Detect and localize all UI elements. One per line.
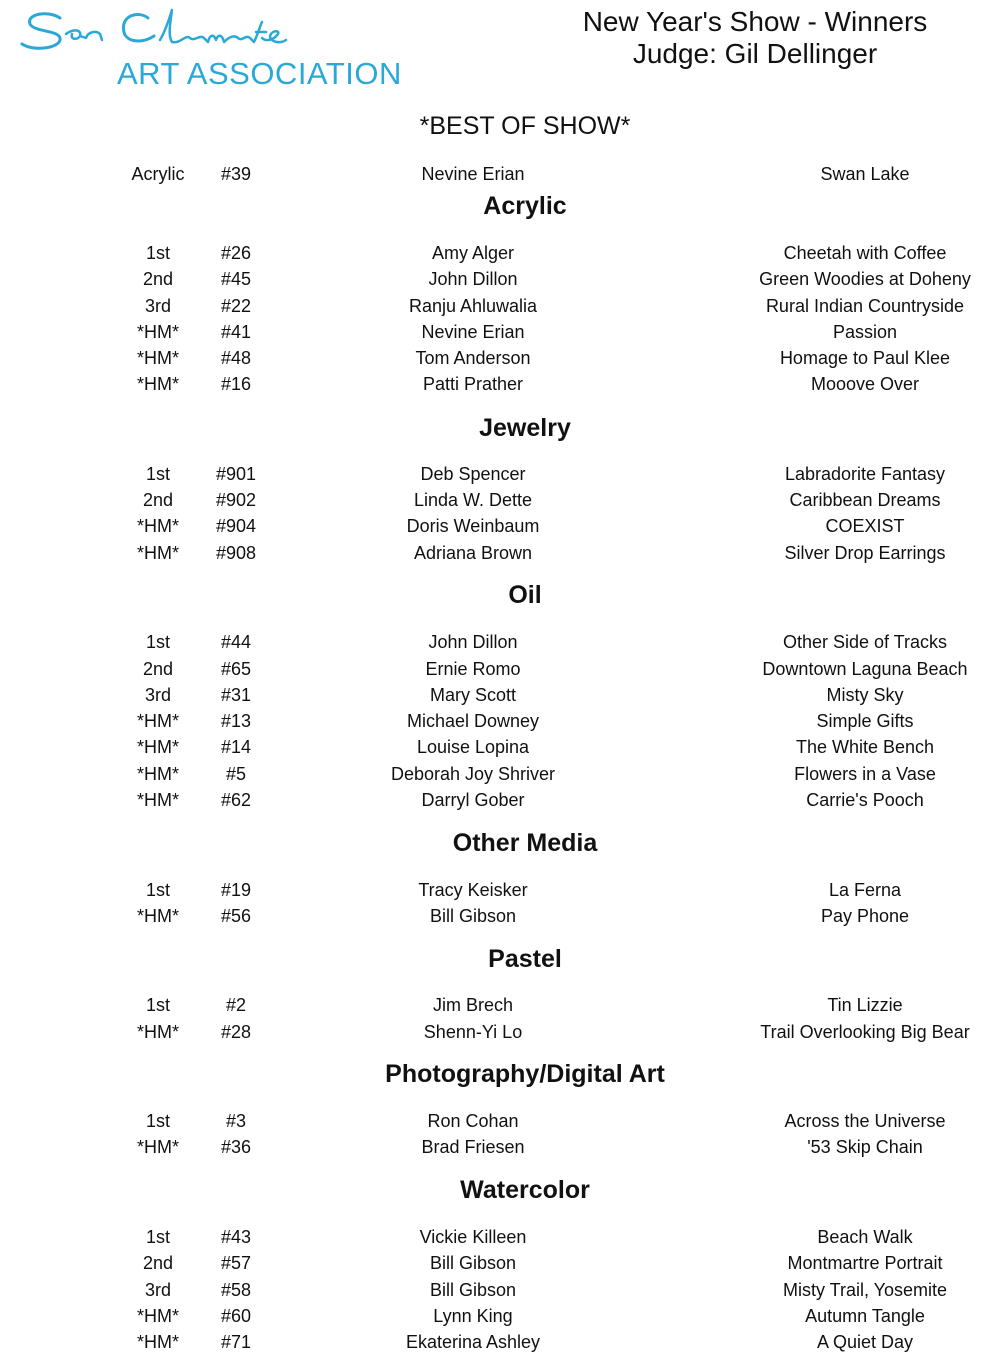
artist-cell: Linda W. Dette [413, 490, 533, 510]
artwork-title-cell: Misty Trail, Yosemite [782, 1280, 948, 1300]
best-of-show-heading: *BEST OF SHOW* [419, 112, 631, 140]
entry-number-cell: #36 [220, 1137, 252, 1157]
table-row [0, 513, 1000, 539]
place-cell: 1st [145, 464, 170, 484]
table-row [0, 1329, 1000, 1355]
table-row [0, 293, 1000, 319]
entry-number-cell: #19 [220, 880, 252, 900]
place-cell: Acrylic [131, 164, 185, 184]
artwork-title-cell: Silver Drop Earrings [784, 543, 946, 563]
entry-number-cell: #71 [220, 1332, 252, 1352]
artwork-title-cell: Trail Overlooking Big Bear [760, 1022, 970, 1042]
artist-cell: Tracy Keisker [418, 880, 528, 900]
entry-number-cell: #2 [225, 995, 247, 1015]
table-row [0, 682, 1000, 708]
artist-cell: Nevine Erian [421, 164, 525, 184]
artist-cell: Brad Friesen [421, 1137, 525, 1157]
entry-number-cell: #56 [220, 906, 252, 926]
entry-number-cell: #13 [220, 711, 252, 731]
entry-number-cell: #28 [220, 1022, 252, 1042]
entry-number-cell: #57 [220, 1253, 252, 1273]
entry-number-cell: #48 [220, 348, 252, 368]
artwork-title-cell: Across the Universe [784, 1111, 946, 1131]
artwork-title-cell: Passion [832, 322, 898, 342]
artist-cell: Patti Prather [422, 374, 524, 394]
judge-line: Judge: Gil Dellinger [632, 38, 878, 69]
place-cell: 3rd [144, 685, 171, 705]
artist-cell: Tom Anderson [415, 348, 531, 368]
place-cell: *HM* [136, 1306, 179, 1326]
place-cell: 1st [145, 995, 170, 1015]
best-of-show-row [0, 161, 1000, 187]
artist-cell: Mary Scott [429, 685, 517, 705]
entry-number-cell: #5 [225, 764, 247, 784]
artist-cell: Nevine Erian [421, 322, 525, 342]
artist-cell: John Dillon [428, 632, 518, 652]
artist-cell: Jim Brech [432, 995, 513, 1015]
section-heading-oil: Oil [508, 581, 542, 609]
section-heading-other-media: Other Media [452, 829, 598, 857]
table-row [0, 345, 1000, 371]
table-row [0, 319, 1000, 345]
artist-cell: Doris Weinbaum [406, 516, 540, 536]
place-cell: *HM* [136, 764, 179, 784]
entry-number-cell: #39 [220, 164, 252, 184]
page-title: New Year's Show - Winners [582, 6, 928, 37]
table-row [0, 461, 1000, 487]
place-cell: 2nd [142, 659, 174, 679]
artwork-title-cell: Green Woodies at Doheny [759, 269, 971, 289]
table-row [0, 266, 1000, 292]
artwork-title-cell: La Ferna [828, 880, 902, 900]
artwork-title-cell: Caribbean Dreams [789, 490, 941, 510]
place-cell: 3rd [144, 1280, 171, 1300]
artist-cell: Bill Gibson [429, 1280, 517, 1300]
entry-number-cell: #65 [220, 659, 252, 679]
artwork-title-cell: Labradorite Fantasy [784, 464, 946, 484]
place-cell: *HM* [136, 1022, 179, 1042]
artwork-title-cell: Montmartre Portrait [787, 1253, 943, 1273]
table-row [0, 1250, 1000, 1276]
artist-cell: Ekaterina Ashley [405, 1332, 541, 1352]
table-row [0, 1019, 1000, 1045]
table-row [0, 877, 1000, 903]
artwork-title-cell: The White Bench [795, 737, 935, 757]
entry-number-cell: #41 [220, 322, 252, 342]
artwork-title-cell: Carrie's Pooch [806, 790, 924, 810]
table-row [0, 708, 1000, 734]
place-cell: *HM* [136, 711, 179, 731]
table-row [0, 992, 1000, 1018]
entry-number-cell: #908 [215, 543, 257, 563]
entry-number-cell: #62 [220, 790, 252, 810]
place-cell: 2nd [142, 1253, 174, 1273]
artwork-title-cell: Autumn Tangle [805, 1306, 925, 1326]
artwork-title-cell: Swan Lake [820, 164, 910, 184]
artwork-title-cell: Beach Walk [817, 1227, 913, 1247]
place-cell: *HM* [136, 906, 179, 926]
table-row [0, 371, 1000, 397]
artist-cell: Deb Spencer [420, 464, 526, 484]
table-row [0, 487, 1000, 513]
artist-cell: Louise Lopina [416, 737, 530, 757]
artist-cell: Amy Alger [431, 243, 515, 263]
table-row [0, 540, 1000, 566]
entry-number-cell: #26 [220, 243, 252, 263]
artist-cell: John Dillon [428, 269, 518, 289]
section-heading-watercolor: Watercolor [460, 1176, 590, 1204]
place-cell: 1st [145, 243, 170, 263]
table-row [0, 761, 1000, 787]
table-row [0, 629, 1000, 655]
artwork-title-cell: Homage to Paul Klee [779, 348, 951, 368]
entry-number-cell: #31 [220, 685, 252, 705]
artwork-title-cell: Pay Phone [820, 906, 910, 926]
section-heading-acrylic: Acrylic [483, 192, 567, 220]
table-row [0, 240, 1000, 266]
table-row [0, 1224, 1000, 1250]
artwork-title-cell: Mooove Over [810, 374, 920, 394]
table-row [0, 1108, 1000, 1134]
table-row [0, 656, 1000, 682]
artwork-title-cell: Downtown Laguna Beach [762, 659, 968, 679]
place-cell: *HM* [136, 516, 179, 536]
table-row [0, 1303, 1000, 1329]
entry-number-cell: #43 [220, 1227, 252, 1247]
place-cell: 3rd [144, 296, 171, 316]
artist-cell: Ron Cohan [427, 1111, 519, 1131]
artist-cell: Bill Gibson [429, 906, 517, 926]
artist-cell: Bill Gibson [429, 1253, 517, 1273]
entry-number-cell: #44 [220, 632, 252, 652]
place-cell: *HM* [136, 737, 179, 757]
place-cell: 1st [145, 632, 170, 652]
place-cell: *HM* [136, 790, 179, 810]
place-cell: *HM* [136, 374, 179, 394]
artist-cell: Deborah Joy Shriver [390, 764, 556, 784]
artist-cell: Michael Downey [406, 711, 540, 731]
place-cell: 1st [145, 880, 170, 900]
artwork-title-cell: COEXIST [825, 516, 905, 536]
artwork-title-cell: '53 Skip Chain [807, 1137, 923, 1157]
artwork-title-cell: Rural Indian Countryside [765, 296, 965, 316]
section-heading-photography: Photography/Digital Art [385, 1060, 665, 1088]
place-cell: *HM* [136, 322, 179, 342]
artwork-title-cell: Flowers in a Vase [794, 764, 936, 784]
entry-number-cell: #904 [215, 516, 257, 536]
entry-number-cell: #14 [220, 737, 252, 757]
entry-number-cell: #22 [220, 296, 252, 316]
entry-number-cell: #16 [220, 374, 252, 394]
table-row [0, 734, 1000, 760]
artwork-title-cell: Cheetah with Coffee [783, 243, 947, 263]
table-row [0, 1134, 1000, 1160]
place-cell: 1st [145, 1227, 170, 1247]
place-cell: *HM* [136, 348, 179, 368]
artist-cell: Vickie Killeen [419, 1227, 527, 1247]
artwork-title-cell: Tin Lizzie [827, 995, 903, 1015]
entry-number-cell: #3 [225, 1111, 247, 1131]
artist-cell: Adriana Brown [413, 543, 533, 563]
artwork-title-cell: Misty Sky [826, 685, 904, 705]
artist-cell: Shenn-Yi Lo [423, 1022, 523, 1042]
logo [20, 4, 400, 94]
artist-cell: Lynn King [433, 1306, 513, 1326]
artwork-title-cell: Other Side of Tracks [782, 632, 948, 652]
place-cell: *HM* [136, 1137, 179, 1157]
artist-cell: Darryl Gober [421, 790, 525, 810]
artwork-title-cell: A Quiet Day [816, 1332, 914, 1352]
section-heading-pastel: Pastel [488, 945, 562, 973]
place-cell: 1st [145, 1111, 170, 1131]
section-heading-jewelry: Jewelry [479, 414, 571, 442]
table-row [0, 787, 1000, 813]
entry-number-cell: #58 [220, 1280, 252, 1300]
logo-art-association: ART ASSOCIATION [117, 56, 402, 91]
entry-number-cell: #45 [220, 269, 252, 289]
table-row [0, 903, 1000, 929]
place-cell: *HM* [136, 543, 179, 563]
place-cell: 2nd [142, 490, 174, 510]
artist-cell: Ranju Ahluwalia [408, 296, 538, 316]
table-row [0, 1277, 1000, 1303]
place-cell: *HM* [136, 1332, 179, 1352]
place-cell: 2nd [142, 269, 174, 289]
entry-number-cell: #901 [215, 464, 257, 484]
entry-number-cell: #60 [220, 1306, 252, 1326]
entry-number-cell: #902 [215, 490, 257, 510]
artwork-title-cell: Simple Gifts [816, 711, 914, 731]
logo-script-mark [20, 4, 290, 59]
artist-cell: Ernie Romo [425, 659, 521, 679]
